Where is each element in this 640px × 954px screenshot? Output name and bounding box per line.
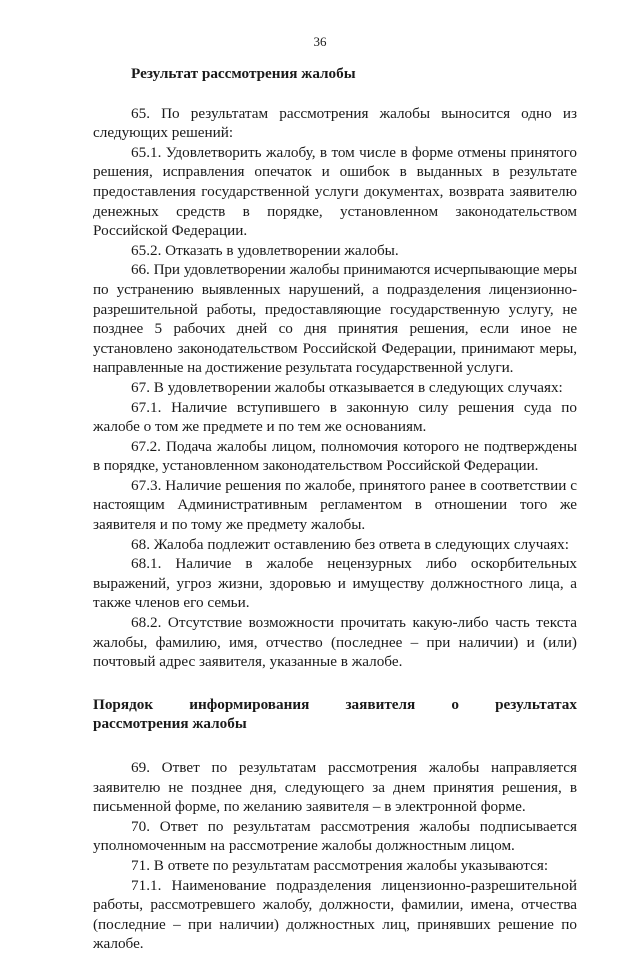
heading-word: Порядок [93, 695, 154, 713]
section-heading-complaint-result: Результат рассмотрения жалобы [131, 65, 356, 82]
section-informing-procedure [93, 758, 577, 954]
paragraph-71: 71. В ответе по результатам рассмотрения жалобы указываются: [131, 856, 549, 874]
paragraph-67-2: 67.2. Подача жалобы лицом, полномочия которого не подтверждены в порядке, установленном законодательством Российской Федерации. [93, 437, 577, 475]
heading-word: о [451, 695, 459, 713]
paragraph-70: 70. Ответ по результатам рассмотрения жалобы подписывается уполномоченным на рассмотрение жалобы должностным лицом. [93, 817, 577, 855]
paragraph-66: 66. При удовлетворении жалобы принимаются исчерпывающие меры по устранению выявленных нарушений, а подразделения лицензионно-разрешительной работы, предоставляющие государственную услугу, не позднее 5 рабочих дней со дня принятия решения, если иное не установлено законодательством Российской Федерации, принимают меры, направленные на достижение результата государственной услуги. [93, 261, 577, 377]
paragraph-65-2: 65.2. Отказать в удовлетворении жалобы. [131, 241, 399, 259]
paragraph-67-3: 67.3. Наличие решения по жалобе, принятого ранее в соответствии с настоящим Административным регламентом в отношении того же заявителя и по тому же предмету жалобы. [93, 476, 577, 534]
section-heading-line-1 [93, 695, 577, 715]
paragraph-67: 67. В удовлетворении жалобы отказывается в следующих случаях: [131, 378, 563, 396]
paragraph-71-1: 71.1. Наименование подразделения лицензионно-разрешительной работы, рассмотревшего жалобу, должности, фамилии, имена, отчества (последние – при наличии) должностных лиц, принявших решение по жалобе. [93, 876, 577, 953]
heading-word: заявителя [345, 695, 416, 713]
document-body [93, 60, 577, 954]
paragraph-68-1: 68.1. Наличие в жалобе нецензурных либо оскорбительных выражений, угроз жизни, здоровью и имуществу должностного лица, а также членов его семьи. [93, 555, 577, 612]
section-heading-line-2: рассмотрения жалобы [93, 715, 247, 733]
paragraph-69: 69. Ответ по результатам рассмотрения жалобы направляется заявителю не позднее дня, следующего за днем принятия решения, в письменной форме, по желанию заявителя – в электронной форме. [93, 759, 577, 816]
page-number: 36 [313, 34, 327, 49]
heading-word: информирования [189, 695, 310, 713]
heading-word: результатах [495, 695, 577, 713]
paragraph-67-1: 67.1. Наличие вступившего в законную силу решения суда по жалобе о том же предмете и по тем же основаниям. [93, 398, 577, 436]
paragraph-65: 65. По результатам рассмотрения жалобы выносится одно из следующих решений: [93, 104, 577, 142]
paragraph-68: 68. Жалоба подлежит оставлению без ответа в следующих случаях: [131, 535, 569, 553]
paragraph-68-2: 68.2. Отсутствие возможности прочитать какую-либо часть текста жалобы, фамилию, имя, отчество (последнее – при наличии) и (или) почтовый адрес заявителя, указанные в жалобе. [93, 614, 577, 671]
paragraph-65-1: 65.1. Удовлетворить жалобу, в том числе в форме отмены принятого решения, исправления опечаток и ошибок в выданных в результате предоставления государственной услуги документах, возврата заявителю денежных средств в порядке, установленном законодательством Российской Федерации. [93, 143, 577, 240]
section-complaint-result [93, 104, 577, 672]
section-heading-informing-procedure [93, 695, 577, 734]
